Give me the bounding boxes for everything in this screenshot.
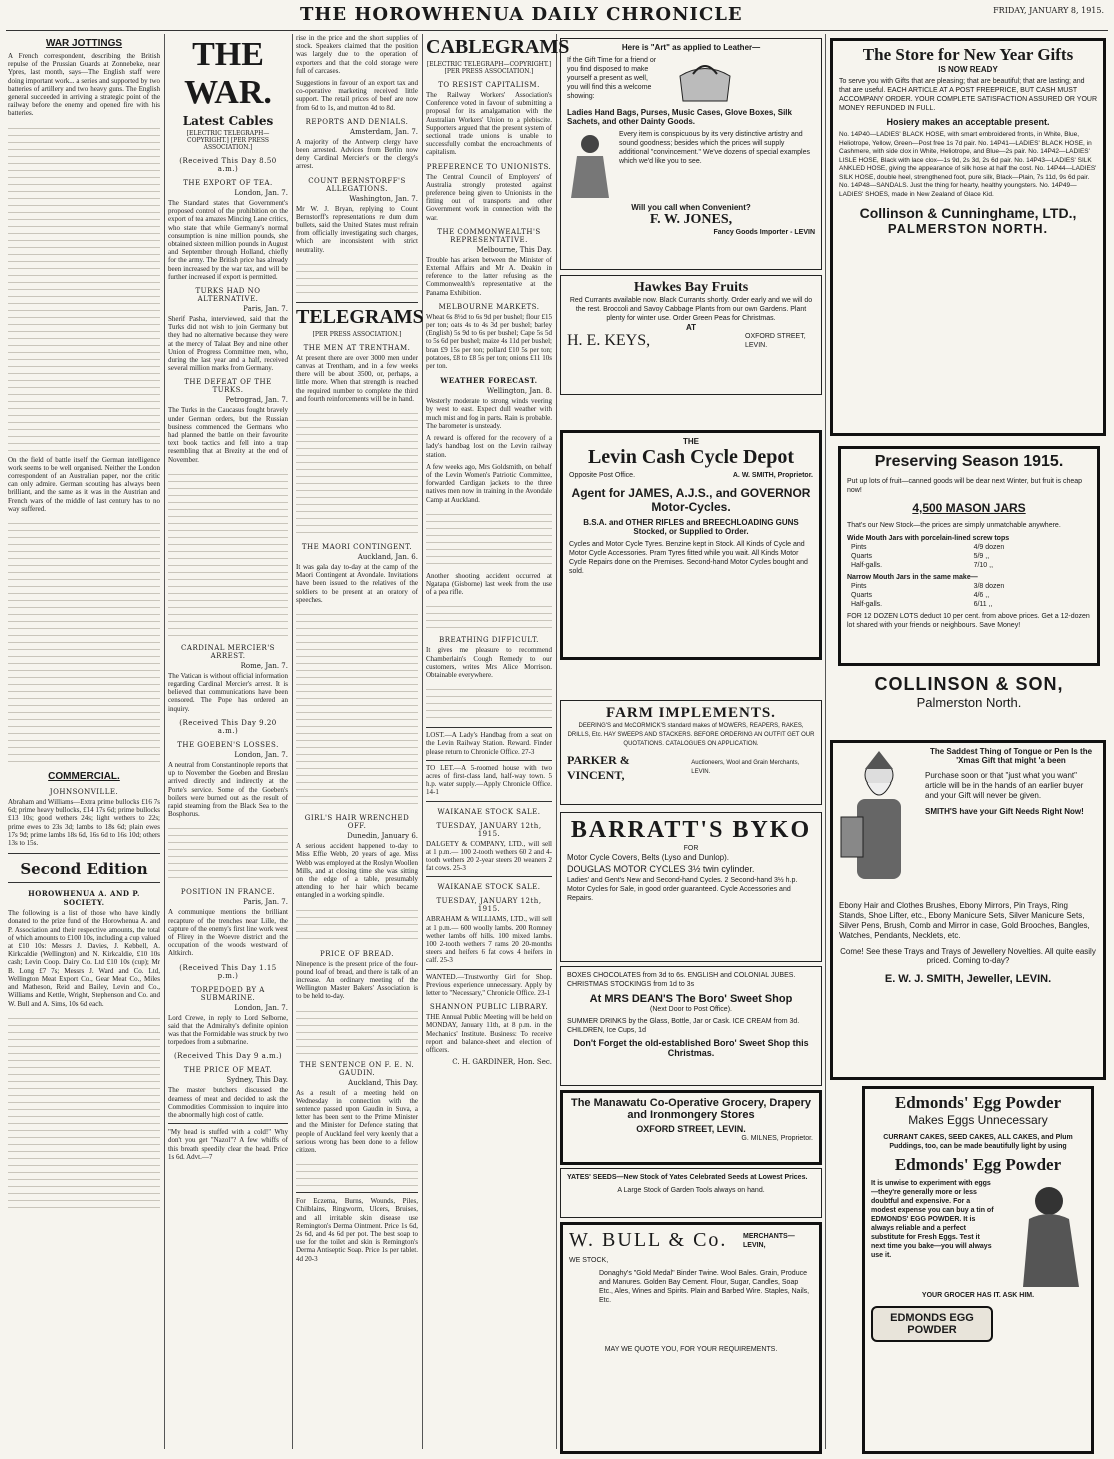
price-size: Quarts [851, 592, 873, 599]
price-value: 7/10 ,, [973, 562, 994, 569]
preserving-footer: FOR 12 DOZEN LOTS deduct 10 per cent. from above prices. Get a 12-dozen lot shared with your friends or neighbours. Save Money! [847, 613, 1090, 629]
johnsonville-heading: JOHNSONVILLE. [49, 788, 119, 797]
article-heading: PRICE OF BREAD. [320, 949, 394, 958]
mason-jars: 4,500 MASON JARS [912, 501, 1026, 515]
bull-footer: MAY WE QUOTE YOU, FOR YOUR REQUIREMENTS. [604, 1346, 778, 1353]
bull-stock-label: WE STOCK, [569, 1257, 609, 1264]
text-block [8, 1012, 160, 1212]
newspaper-title: THE HOROWHENUA DAILY CHRONICLE [300, 4, 743, 25]
article-paragraph: The Vatican is without official information regarding Cardinal Mercier's arrest. It is believed that communications have been censored. The Pope has ordered an inquiry. [168, 671, 288, 713]
preserving-title: Preserving Season 1915. [874, 453, 1064, 470]
smith-come: Come! See these Trays and Trays of Jewellery Novelties. All quite easily priced. Coming to-day? [840, 947, 1096, 965]
text-block [296, 608, 418, 808]
bull-body: Donaghy's "Gold Medal" Binder Twine. Wool Bales. Grain, Produce and Manures. Golden Bay Cement. Flour, Sugar, Candles, Soap Etc., Ales, Wines and Spirits. Plain and Barbed Wire. Staples, Nails, Etc. [599, 1270, 810, 1304]
article-paragraph: The Standard states that Government's proposed control of the prohibition on the export of tea amazes Mincing Lane critics, who state that while Germany's normal consumption is nine million pounds, she obtained sixteen million pounds in August and September through Holland, chiefly for the army. The British price has already been increased by the war tax, and will be further increased if export is permitted. [168, 199, 288, 281]
edmonds-text: It is unwise to experiment with eggs—they're generally more or less doubtful and expensive. For a modest expense you can buy a tin of EDMONDS' EGG POWDER. It is always reliable and a perfect substitute for Fresh Eggs. Test it next time you bake—you will always use it. [871, 1180, 994, 1259]
manawatu-advert [560, 1090, 822, 1165]
column-war-jottings [8, 34, 160, 1454]
smith-name: E. W. J. SMITH, Jeweller, LEVIN. [884, 973, 1052, 985]
article-heading: BREATHING DIFFICULT. [439, 636, 539, 645]
article-heading: CARDINAL MERCIER'S ARREST. [181, 643, 275, 660]
commercial-heading: COMMERCIAL. [48, 771, 120, 783]
received-time: (Received This Day 9.20 a.m.) [179, 718, 277, 735]
price-size: Half-galls. [851, 562, 883, 569]
keys-title: Hawkes Bay Fruits [633, 280, 749, 295]
dateline-small: Auckland, Jan. 6. [357, 553, 418, 562]
dateline-small: Wellington, Jan. 8. [486, 387, 552, 396]
article-paragraph: As a result of a meeting held on Wednesday in connection with the sentence passed upon Gaudin in Suva, a letter has been sent to the Prime Minister and the Minister for Defence stating that people of Auckland feel very keenly that a serious wrong has been done to a fellow citizen. [296, 1088, 418, 1154]
store-name: Collinson & Cunninghame, LTD., [859, 205, 1077, 221]
smith-list: Ebony Hair and Clothes Brushes, Ebony Mirrors, Pin Trays, Ring Stands, Shoe Lifter, etc., Ebony Manicure Sets, Silver Manicure Sets, Silver Pens, Brush, Comb and Mirror in case, Gold Brooches, Bangles, Watches, Pendants, Necklets, etc. [839, 901, 1090, 940]
cablegram-tag: [ELECTRIC TELEGRAPH—COPYRIGHT.] [PER PRESS ASSOCIATION.] [426, 61, 552, 75]
text-block [296, 258, 418, 298]
stock-sale-text: ABRAHAM & WILLIAMS, LTD., will sell at 1 p.m.— 600 woolly lambs. 200 Romney wether lambs off hills. 100 mixed lambs. 100 2-tooth wethers 7 rams 20 20-months steers and heifers 6 fat cows 4 heifers in calf. 25-3 [426, 915, 552, 965]
preserving-body: Put up lots of fruit—canned goods will be dear next Winter, but fruit is cheap now! [847, 478, 1083, 494]
article-heading: REPORTS AND DENIALS. [305, 117, 409, 126]
yates-title: YATES' SEEDS—New Stock of Yates Celebrated Seeds at Lowest Prices. [567, 1174, 808, 1181]
collinson-son-name: COLLINSON & SON, [874, 674, 1064, 694]
dateline-small: Dunedin, January 6. [347, 832, 418, 841]
cycle-body: Cycles and Motor Cycle Tyres. Benzine kept in Stock. All Kinds of Cycle and Motor Cycle Accessories. Pram Tyres fitted while you wait. All Kinds Motor Cycle Repairs done on the Premises. Second-hand Motor Cycles bought and sold. [569, 541, 808, 575]
masthead-rule [6, 30, 1108, 31]
war-jottings-heading: WAR JOTTINGS [45, 38, 123, 49]
article-paragraph: A reward is offered for the recovery of a lady's handbag lost on the Levin railway station. [426, 434, 552, 459]
store-hosiery: Hosiery makes an acceptable present. [886, 117, 1050, 127]
dean-sweet-shop-advert [560, 966, 822, 1086]
article-paragraph: Lord Crewe, in reply to Lord Selborne, said that the Admiralty's definite opinion was that the Formidable was struck by two torpedoes from a submarine. [168, 1013, 288, 1047]
price-size: Pints [851, 544, 867, 551]
article-paragraph: The following is a list of those who have kindly donated to the prize fund of the Horowhenua A. and P. Association and their respective amounts, the total of which amounts to £100 10s, including a cup valued at £10 10s: Messrs J. Davies, J. Kebbell, A. Kirkcaldie (Wellington) and N. Kirkcaldie, £10 10s cash; Levin Coop. Dairy Co. Ltd £10 10s (cup); Mr B. Long £7 7s; Messrs J. Ward and Co. Ltd, Wellington Meat Export Co., Gear Meat Co., Miles and Matheson, Reid and Bailey, Levin and Co., Williams and Kettle, Wright, Stephenson and Co. and W. Bull and A. Sims, 10s 6d each. [8, 909, 160, 1008]
latest-cables-subtitle: Latest Cables [182, 114, 274, 128]
jones-body: Every item is conspicuous by its very distinctive artistry and sound goodness; besides which the prices will supply additional "convincement." We've dozens of special examples which we'd like you to see. [619, 131, 811, 165]
article-heading: THE EXPORT OF TEA. [183, 179, 273, 187]
stock-sale-date: TUESDAY, JANUARY 12th, 1915. [436, 821, 542, 838]
dateline-small: London, Jan. 7. [234, 1003, 288, 1012]
store-body: To serve you with Gifts that are pleasing; that are beautiful; that are lasting; and that are useful. EACH ARTICLE AT A POST FREEPRICE, BUT CASH MUST ACCOMPANY ORDER. YOUR COMPLETE SATISFACTION ASSURED OR YOUR MONEY REFUNDED IN FULL. [839, 78, 1098, 112]
library-signature: C. H. GARDINER, Hon. Sec. [452, 1058, 552, 1067]
text-block [8, 517, 160, 767]
byko-douglas: DOUGLAS MOTOR CYCLES 3½ twin cylinder. [567, 864, 755, 874]
dateline-small: London, Jan. 7. [234, 750, 288, 759]
price-row [847, 543, 1091, 552]
cycle-agent: Agent for JAMES, A.J.S., and GOVERNOR Motor-Cycles. [571, 486, 811, 514]
article-paragraph: A majority of the Antwerp clergy have been arrested. Advices from Berlin now deny Cardinal Mercier's or the clergy's arrest. [296, 137, 418, 171]
narrow-mouth-prices [847, 582, 1091, 609]
jones-tagline: Fancy Goods Importer - LEVIN [713, 229, 815, 236]
text-block [296, 1005, 418, 1055]
edmonds-body: CURRANT CAKES, SEED CAKES, ALL CAKES, and Plum Puddings, too, can be made beautifully light by using [883, 1134, 1073, 1150]
price-value: 4/6 ,, [973, 592, 990, 599]
price-row [847, 600, 1091, 609]
farm-title: FARM IMPLEMENTS. [606, 705, 776, 721]
text-block [426, 600, 552, 630]
telegram-tag: [PER PRESS ASSOCIATION.] [312, 330, 402, 338]
smith-body: Purchase soon or that "just what you want" article will be in the hands of an earlier buyer and your Gift will never be given. [925, 771, 1084, 800]
article-paragraph: A serious accident happened to-day to Miss Effie Webb, 20 years of age. Miss Webb was employed at the Roslyn Woollen Mills, and at closing time she was sitting on the edge of a table, presumably attending to her hair which became entangled in a working spindle. [296, 842, 419, 900]
article-paragraph: A neutral from Constantinople reports that up to November the Goeben and Breslau arrived directly and indirectly at the Porte's service. Some of the Goeben's boilers were burned out as the result of rapid steaming from the Black Sea to the Bosphorus. [168, 760, 288, 819]
price-value: 5/9 ,, [973, 553, 990, 560]
bull-advert [560, 1222, 822, 1454]
dateline-small: Paris, Jan. 7. [243, 898, 288, 907]
nazol-advert: "My head is stuffed with a cold!" Why don't you get "Nazol"? A few whiffs of this breath speedily clear the head. Price 1s 6d. Advt.—7 [168, 1128, 288, 1161]
dateline-small: Auckland, This Day. [348, 1078, 418, 1087]
cycle-the: THE [683, 437, 699, 446]
stock-sale-date: TUESDAY, JANUARY 12th, 1915. [436, 897, 542, 914]
masthead [0, 0, 1114, 32]
dean-top: BOXES CHOCOLATES from 3d to 6s. ENGLISH and COLONIAL JUBES. CHRISTMAS STOCKINGS from 1d to 3s [567, 972, 796, 988]
article-paragraph: The master butchers discussed the dearness of meat and decided to ask the Commodities Commission to inquire into the abnormally high cost of cattle. [168, 1086, 288, 1119]
article-heading: TURKS HAD NO ALTERNATIVE. [195, 287, 261, 304]
dean-body: SUMMER DRINKS by the Glass, Bottle, Jar or Cask. ICE CREAM from 3d. CHILDREN, Ice Cups, 1d [567, 1018, 800, 1034]
article-paragraph: A communique mentions the brilliant recapture of the trenches near Lille, the capture of the enemy's first line work west of Flirey in the Woevre district and the occupation of the woods westward of Altkirch. [168, 908, 288, 958]
price-size: Quarts [851, 553, 873, 560]
library-notice: THE Annual Public Meeting will be held on MONDAY, January 11th, at 8 p.m. in the Mechanics' Institute. Business: To receive report and balance-sheet and election of officers. [426, 1013, 552, 1055]
edmonds-title: Edmonds' Egg Powder [894, 1093, 1062, 1112]
jones-name: F. W. JONES, [649, 212, 733, 227]
price-value: 3/8 dozen [973, 583, 1005, 590]
column-divider [292, 34, 293, 1449]
article-paragraph: The Railway Workers' Association's Conference voted in favour of submitting a proposal for its amalgamation with the Australian Workers' Union to a plebiscite. Supporters argued that the present system of sectional trade unions is unable to successfully combat the encroachments of capitalism. [426, 91, 552, 157]
farm-implements-advert [560, 700, 822, 805]
santa-illustration [839, 747, 919, 897]
text-block [8, 122, 160, 452]
article-heading: THE PRICE OF MEAT. [183, 1066, 273, 1075]
article-paragraph: A few weeks ago, Mrs Goldsmith, on behalf of the Levin Women's Patriotic Committee, forwarded Cardigan jackets to the three natives men now in training in the Avondale Camp at Auckland. [426, 462, 552, 504]
article-heading: COUNT BERNSTORFF'S ALLEGATIONS. [308, 176, 406, 193]
edmonds-footer: YOUR GROCER HAS IT. ASK HIM. [921, 1292, 1035, 1299]
dateline-small: Washington, Jan. 7. [349, 194, 418, 203]
farm-name: PARKER & VINCENT, [567, 753, 630, 782]
article-paragraph: At present there are over 3000 men under canvas at Trentham, and in a few weeks there will be about 3500, or, perhaps, a little more. When that strength is reached the required number to complete the third and fourth reinforcements will be in hand. [296, 353, 418, 403]
column-divider [825, 34, 826, 1449]
library-heading: SHANNON PUBLIC LIBRARY. [429, 1003, 549, 1012]
store-city: PALMERSTON NORTH. [887, 221, 1049, 236]
cable-tag: [ELECTRIC TELEGRAPH—COPYRIGHT.] [PER PRESS ASSOCIATION.] [186, 130, 270, 151]
bull-tagline: MERCHANTS— LEVIN, [743, 1232, 795, 1249]
store-title: The Store for New Year Gifts [862, 45, 1074, 64]
manawatu-title: The Manawatu Co-Operative Grocery, Drapery and Ironmongery Stores [570, 1097, 812, 1121]
to-let-notice: TO LET.—A 5-roomed house with two acres of first-class land, half-way town. 5 h.p. water supply.—Apply Chronicle Office. 14-1 [426, 763, 552, 797]
article-paragraph: Trouble has arisen between the Minister of External Affairs and Mr A. Deakin in reference to the latter refusing as the Commonwealth's representative at the Panama Exhibition. [426, 255, 552, 297]
article-heading: PREFERENCE TO UNIONISTS. [426, 162, 552, 171]
edmonds-subtitle: Makes Eggs Unnecessary [908, 1113, 1048, 1127]
cycle-depot-title: Levin Cash Cycle Depot [587, 446, 795, 468]
lost-notice: LOST.—A Lady's Handbag from a seat on the Levin Railway Station. Reward. Finder please return to Chronicle Office. 27-3 [426, 731, 552, 756]
byko-title: BARRATT'S BYKO [570, 817, 812, 843]
column-the-war [168, 34, 288, 1454]
stock-sale-heading: WAIKANAE STOCK SALE. [437, 807, 541, 816]
text-block [168, 822, 288, 882]
ap-society-heading: HOROWHENUA A. AND P. SOCIETY. [28, 889, 140, 908]
article-paragraph: The Turks in the Caucasus fought bravely under German orders, but the Russian business commenced the Germans who had planned the battle on their favourite text book tactics and fell into a trap resembling that at Brezity at the end of November. [168, 406, 288, 464]
dateline-small: London, Jan. 7. [234, 189, 288, 197]
cycle-guns: B.S.A. and OTHER RIFLES and BREECHLOADING GUNS Stocked, or Supplied to Order. [583, 518, 799, 536]
second-edition-heading: Second Edition [20, 860, 148, 879]
smith-heading: The Saddest Thing of Tongue or Pen Is the 'Xmas Gift that might 'a been [929, 747, 1093, 765]
article-paragraph: Wheat 6s 8½d to 6s 9d per bushel; flour £15 per ton; oats 4s to 4s 3d per bushel; barley (English) 5s 9d to 6s per bushel; Cape 5s 5d to 5s 6d per bushel; maize 4s 11d per bushel; bran £9 15s per ton; pollard £10 5s per ton; potatoes, £8 to £8 5s per ton; onions £11 10s per ton. [426, 312, 552, 371]
article-paragraph: On the field of battle itself the German intelligence work seems to be well organised. Neither the London correspondent of an Australian paper, nor the critic can only admire. German scouting has always been brilliant, and the same as it was in the Austrian and French wars of the middle of last century has to no way suffered. [8, 455, 160, 513]
cablegrams-title: CABLEGRAMS [426, 36, 570, 58]
article-paragraph: It was gala day to-day at the camp of the Maori Contingent at Avondale. Invitations have been issued to the relatives of the soldiers to be present at an oratory of speeches. [296, 563, 418, 604]
dean-sub: (Next Door to Post Office). [650, 1006, 732, 1013]
farm-tagline: Auctioneers, Wool and Grain Merchants, LEVIN. [691, 760, 800, 775]
wide-mouth-prices [847, 543, 1091, 570]
dateline-small: Paris, Jan. 7. [243, 305, 288, 314]
byko-advert [560, 812, 822, 962]
store-now-ready: IS NOW READY [938, 65, 998, 74]
keys-name: H. E. KEYS, [567, 332, 651, 349]
byko-body: Motor Cycle Covers, Belts (Lyso and Dunlop). [567, 853, 729, 862]
woman-illustration [999, 1179, 1085, 1289]
dean-title: At MRS DEAN'S The Boro' Sweet Shop [589, 993, 793, 1005]
lady-illustration [567, 130, 613, 200]
article-paragraph: Mr W. J. Bryan, replying to Count Bernstorff's representations re dum dum bullets, said the United States must refrain from officially investigating such charges, which are inconsistent with strict neutrality. [296, 204, 418, 254]
received-time: (Received This Day 9 a.m.) [173, 1052, 283, 1061]
collinson-son-advert [838, 670, 1100, 734]
jones-items: Ladies Hand Bags, Purses, Music Cases, Glove Boxes, Silk Sachets, and other Dainty Goods. [567, 108, 792, 126]
jones-heading: Here is "Art" as applied to Leather— [621, 43, 761, 52]
dateline: FRIDAY, JANUARY 8, 1915. [993, 6, 1104, 15]
price-row [847, 591, 1091, 600]
article-heading: GIRL'S HAIR WRENCHED OFF. [304, 814, 410, 831]
stock-sale-text: DALGETY & COMPANY, LTD., will sell at 1 p.m.— 100 2-tooth wethers 60 2 and 4-tooth wethers 20 2-year steers 20 weaners 2 fat cows. 25-3 [426, 839, 552, 873]
column-divider [556, 34, 557, 1449]
article-heading: MELBOURNE MARKETS. [438, 302, 540, 311]
price-row [847, 552, 1091, 561]
cycle-proprietor: A. W. SMITH, Proprietor. [732, 472, 813, 479]
price-value: 4/9 dozen [973, 544, 1005, 551]
byko-rest: Ladies' and Gent's New and Second-hand Cycles. 2 Second-hand 3½ h.p. Motor Cycles for Sale, in good order guaranteed. Cycle Accessories and Repairs. [567, 877, 798, 902]
text-block [296, 904, 418, 944]
text-block [296, 1158, 418, 1188]
byko-for: FOR [683, 845, 699, 852]
cycle-depot-advert [560, 430, 822, 660]
article-paragraph: The Central Council of Employers' of Australia strongly protested against preference being given to Unionists in the fitting out of transports and other Government work in connection with the war. [426, 172, 552, 222]
handbag-illustration [665, 56, 745, 106]
article-heading: TO RESIST CAPITALISM. [438, 81, 540, 89]
preserving-stock: That's our New Stock—the prices are simply unmatchable anywhere. [847, 522, 1061, 529]
manawatu-proprietor: G. MILNES, Proprietor. [741, 1135, 813, 1142]
column-cablegrams [426, 34, 570, 1454]
received-time: (Received This Day 1.15 p.m.) [179, 963, 277, 980]
dateline-small: Amsterdam, Jan. 7. [350, 127, 418, 136]
edmonds-advert [862, 1086, 1094, 1454]
price-size: Half-galls. [851, 601, 883, 608]
dean-footer: Don't Forget the old-established Boro' Sweet Shop this Christmas. [573, 1038, 809, 1058]
text-block [168, 468, 288, 638]
preserving-advert [838, 446, 1100, 666]
article-heading: POSITION IN FRANCE. [180, 888, 276, 897]
collinson-son-city: Palmerston North. [916, 695, 1022, 710]
column-telegrams [296, 34, 424, 1454]
edmonds-tin: EDMONDS EGG POWDER [871, 1306, 993, 1342]
article-paragraph: Suggestions in favour of an export tax and co-operative marketing received little support. The retail prices of beef are now from 6d to 1s, and mutton 4d to 8d. [296, 79, 418, 112]
article-heading: THE MAORI CONTINGENT. [301, 543, 413, 552]
article-heading: THE COMMONWEALTH'S REPRESENTATIVE. [437, 227, 541, 244]
wide-mouth-heading: Wide Mouth Jars with porcelain-lined screw tops [847, 535, 1010, 542]
narrow-mouth-heading: Narrow Mouth Jars in the same make— [847, 574, 978, 581]
column-divider [164, 34, 165, 1449]
text-block [426, 508, 552, 568]
store-list: No. 14P40—LADIES' BLACK HOSE, with smart embroidered fronts, in White, Blue, Heliotrope, Yellow, Green—Post free 1s 7d pair. No. 14P41—LADIES' BLACK HOSE, in Cashmere, with side clox in White, Heliotrope, and Blue—2s pair. No. 14P42—LADIES' LISLE HOSE, Black with lace clox—1s 9d, 2s 3d, 2s 6d pair. No. 14P43—LADIES' SILK ANKLED HOSE, giving the appearance of silk hose at half the cost. No. 14P44—LADIES' SILK HOSE, double heel, strengthened foot, pure silk, Black—Plain, 7s 11d, 9s 6d pair. No. 14P48—SANDALS. Just the thing for hearty, healthy youngsters. No. 14P49—LADIES' SHOES, made in New Zealand of Glace Kid. [839, 131, 1097, 198]
telegrams-title: TELEGRAMS [296, 305, 424, 328]
yates-advert [560, 1168, 822, 1218]
keys-address: OXFORD STREET, LEVIN. [745, 333, 806, 349]
bull-title: W. BULL & Co. [569, 1229, 728, 1251]
manawatu-address: OXFORD STREET, LEVIN. [636, 1124, 746, 1134]
dateline-small: Melbourne, This Day. [476, 245, 552, 254]
article-heading: THE SENTENCE ON F. E. N. GAUDIN. [299, 1060, 415, 1077]
keys-advert [560, 275, 822, 395]
text-block [426, 683, 552, 723]
article-paragraph: A French correspondent, describing the British repulse of the Prussian Guards at Zonnebeke, near Ypres, last month, says—The English staff were doing important work... a series and supported by two batteries of artillery and two heavy guns. The English general succeeded in arriving a strategic point of the railway before the enemy and opened fire with his batteries. [8, 52, 160, 118]
smith-jeweller-advert [830, 740, 1106, 1080]
article-paragraph: Ninepence is the present price of the four-pound loaf of bread, and there is talk of an increase. An ordinary meeting of the Wellington Master Bakers' Association is to be held to-day. [296, 959, 418, 1001]
keys-at: AT [685, 323, 697, 332]
price-row [847, 561, 1091, 570]
article-heading: THE MEN AT TRENTHAM. [303, 343, 411, 352]
article-heading: WEATHER FORECAST. [440, 376, 538, 386]
price-row [847, 582, 1091, 591]
stock-sale-heading: WAIKANAE STOCK SALE. [437, 883, 541, 892]
dateline-small: Sydney, This Day. [226, 1076, 288, 1085]
article-paragraph: Westerly moderate to strong winds veering by west to east. Expect dull weather with much mist and fog in parts. Rain is probable. The barometer is unsteady. [426, 397, 552, 430]
the-war-title: THE WAR. [184, 36, 272, 111]
article-paragraph: It gives me pleasure to recommend Chamberlain's Cough Remedy to our customers, writes Mrs Alice Morrison. Obtainable everywhere. [426, 646, 552, 679]
jones-advert [560, 38, 822, 270]
dateline-small: Rome, Jan. 7. [240, 661, 288, 670]
farm-body: DEERING'S and McCORMICK'S standard makes of MOWERS, REAPERS, RAKES, DRILLS, Etc. HAY SWEEPS AND STACKERS. BEFORE ORDERING AN OUTFIT GET OUR QUOTATIONS. CATALOGUES ON APPLICATION. [567, 723, 815, 747]
derma-advert: For Eczema, Burns, Wounds, Piles, Chilblains, Ringworm, Ulcers, Bruises, and all irritable skin disease use Remington's Derma Ointment. Price 1s 6d, 2s 6d, and 4s 6d per pot. The best soap to use for the toilet and skin is Remington's Derma Antiseptic Soap. Price 1s per tablet. 4d 20-3 [296, 1197, 418, 1263]
price-value: 6/11 ,, [973, 601, 993, 608]
article-heading: THE DEFEAT OF THE TURKS. [184, 378, 272, 395]
article-paragraph: Sherif Pasha, interviewed, said that the Turks did not wish to join Germany but they had no alternative because they were at the mercy of Talaat Bey and nine other Union of Progress Committee men, who, during the last year and a half, received several million marks from Germany. [168, 315, 288, 373]
edmonds-big: Edmonds' Egg Powder [894, 1155, 1062, 1174]
received-time: (Received This Day 8.50 a.m.) [179, 157, 277, 173]
article-heading: THE GOEBEN'S LOSSES. [177, 740, 279, 749]
yates-tools: A Large Stock of Garden Tools always on hand. [617, 1187, 765, 1194]
keys-body: Red Currants available now. Black Currants shortly. Order early and we will do the rest. Broccoli and Savoy Cabbage Plants from our own Gardens. Plant plenty for winter use. Order Green Peas for Christmas. [569, 297, 813, 322]
price-size: Pints [851, 583, 867, 590]
store-gifts-advert [830, 38, 1106, 436]
article-paragraph: Abraham and Williams—Extra prime bullocks £16 7s 6d; prime heavy bullocks, £14 17s 6d; prime bullocks £13 10s; good wethers 24s; light wethers to 22s; prime ewes to 23s 3d; lambs to 18s 6d; plain ewes 17s 9d; prime lambs 18s 6d, 16s 6d to 16s 10d; others 13s to 15s. [8, 798, 160, 848]
jones-question: Will you call when Convenient? [631, 203, 751, 212]
smith-sub: SMITH'S have your Gift Needs Right Now! [925, 807, 1084, 816]
article-paragraph: rise in the price and the short supplies of stock. Speakers claimed that the position was largely due to the operation of exporters and that the cold storage were full of carcases. [296, 34, 418, 75]
article-paragraph: Another shooting accident occurred at Ngatapa (Gisborne) last week from the use of a pea rifle. [426, 571, 552, 597]
dateline-small: Petrograd, Jan. 7. [225, 396, 288, 405]
cycle-location: Opposite Post Office. [569, 472, 636, 479]
article-heading: TORPEDOED BY A SUBMARINE. [191, 985, 265, 1002]
text-block [296, 407, 418, 537]
jones-subtext: If the Gift Time for a friend or you find disposed to make yourself a present as well, you will find this a welcome showing: [567, 57, 657, 100]
column-divider [422, 34, 423, 1449]
wanted-notice: WANTED.—Trustworthy Girl for Shop. Previous experience unnecessary. Apply by letter to "Necessary," Chronicle Office. 23-1 [426, 972, 552, 997]
